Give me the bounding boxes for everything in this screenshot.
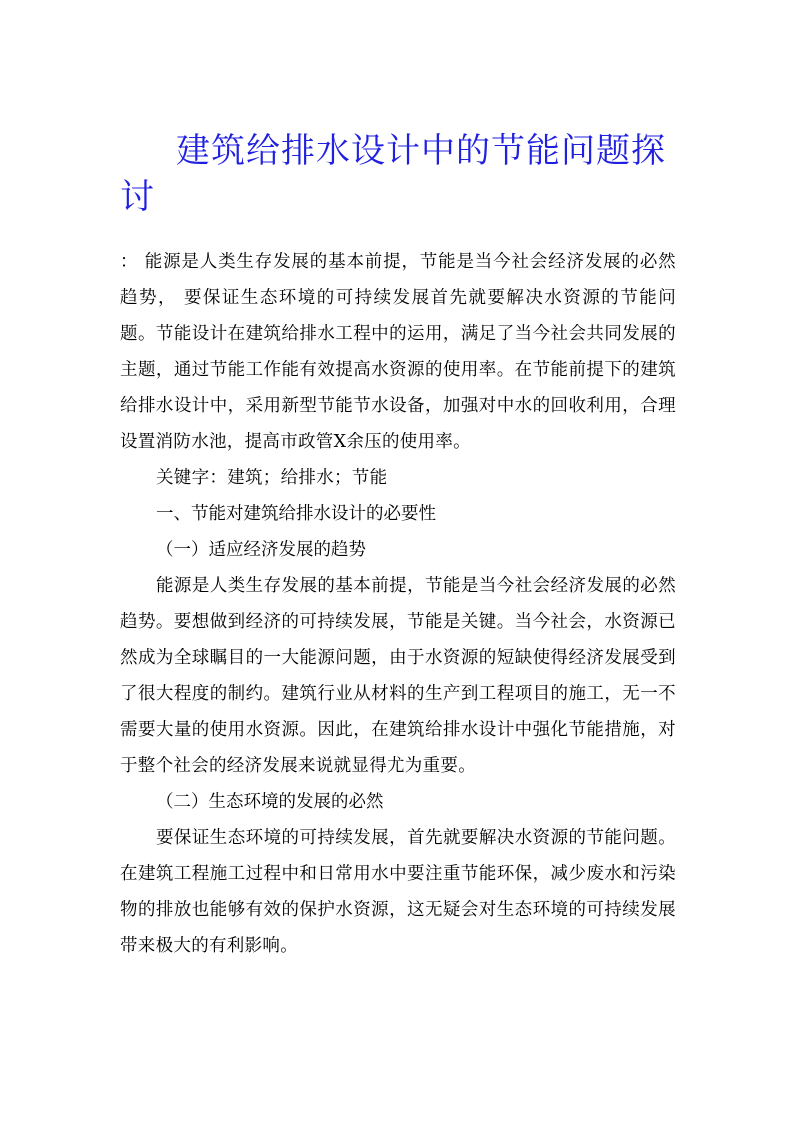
subsection-heading-1: （一）适应经济发展的趋势 (156, 540, 366, 560)
section-heading-1: 一、节能对建筑给排水设计的必要性 (156, 504, 436, 524)
subsection-heading-2: （二）生态环境的发展的必然 (156, 792, 384, 812)
document-title: 建筑给排水设计中的节能问题探讨 (120, 131, 666, 217)
keywords-line: 关键字：建筑；给排水；节能 (156, 468, 388, 488)
subsection-body-1: 能源是人类生存发展的基本前提，节能是当今社会经济发展的必然趋势。要想做到经济的可持续发展，节能是关键。当今社会，水资源已然成为全球瞩目的一大能源问题，由于水资源的短缺使得经济发展受到了很大程度的制约。建筑行业从材料的生产到工程项目的施工，无一不需要大量的使用水资源。因此，在建筑给排水设计中强化节能措施，对于整个社会的经济发展来说就显得尤为重要。 (120, 576, 676, 776)
abstract-paragraph: ： 能源是人类生存发展的基本前提，节能是当今社会经济发展的必然趋势， 要保证生态环境的可持续发展首先就要解决水资源的节能问题。节能设计在建筑给排水工程中的运用，满足了当今社会共同发展的主题，通过节能工作能有效提高水资源的使用率。在节能前提下的建筑给排水设计中，采用新型节能节水设备，加强对中水的回收利用，合理设置消防水池，提高市政管X余压的使用率。 (120, 252, 676, 452)
subsection-body-2: 要保证生态环境的可持续发展，首先就要解决水资源的节能问题。在建筑工程施工过程中和日常用水中要注重节能环保，减少废水和污染物的排放也能够有效的保护水资源，这无疑会对生态环境的可持续发展带来极大的有利影响。 (120, 828, 676, 956)
document-body (120, 244, 676, 964)
